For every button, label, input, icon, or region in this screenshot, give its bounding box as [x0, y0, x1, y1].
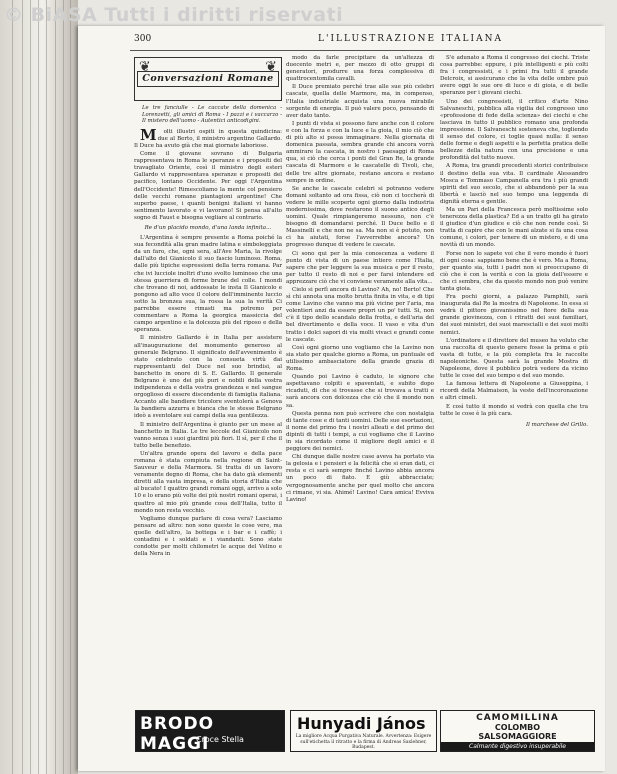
ad-brodo-title: BRODO MAGGI	[140, 714, 215, 754]
paragraph: L'ordinatore e il direttore del museo ha voluto che una raccolta di questo genere fosse la prima e più vasta di tutte, e la più completa fra le raccolte napoleoniche. Questa sarà la grande Mostra di Napoleone, dove il pubblico potrà vedere da vicino tutte le cose del suo tempo e del suo mondo.	[440, 337, 588, 380]
header-rule	[130, 50, 590, 51]
drop-cap: M	[140, 125, 157, 144]
ornament-icon: ❦	[265, 59, 277, 75]
section-title-box	[134, 57, 282, 101]
paragraph: modo da farle precipitare da un'altezza di duecento metri e, per mezzo di otto gruppi di generatori, produrre una forza complessiva di quattrocentomila cavalli.	[286, 55, 434, 83]
ad-camomilla-line2: COLOMBO	[494, 723, 541, 732]
paragraph: Quando poi Lavino è caduto, le signore che aspettavano colpiti e spaventati, e subito dopo ricaduti, di che si trovasse che si trovava a tratti e sarà ancora con dolcezza che ciò che il mondo non sa.	[286, 374, 434, 409]
copyright-watermark: © BiASA Tutti i diritti riservati	[4, 4, 344, 26]
ad-hunyadi-janos	[290, 710, 437, 752]
paragraph: L'Argentina è sempre presente a Roma poiché la sua fecondità alla gran madre latina e simboleggiata da un faro, che, ogni sera, all'Ave Maria, la rivolge dall'alto del Gianicolo il suo fascio luminoso. Roma, dalle più tipiche espressioni della terra romana. Par che ivi lucciole inoltri d'uno svolto luminoso che una stessa guerriera di forme brune del colle. I mondi che trovano di noi, addossate le insta Il Gianicolo e pongono ad alto voce il colore dell'imminente luccio sotto la bronzea sua, la rossa la sua la verità Ci parrebbe essere rimasti ma potremo per commentare a Roma la georgica massiccia del campo argentino e la dolcezza più del riposo e della speranza.	[134, 235, 282, 334]
paragraph: Il Duce premiato perché trae alle sue più celebri cascate, quella delle Marmore, ma, in compenso, l'Italia industriale acquista una nuova mirabile sorgente di energia. Il può valere poco, pensando di aver dato tanto.	[286, 84, 434, 119]
paragraph: Un'altra grande opera del lavoro e della pace romana è stata compiuta nella regione di Saint-Sauveur e della Marmora. Si tratta di un lavoro veramente degno di Roma, che ha dato già elementi diretti alla vasta impresa, e della storia d'Italia che al bucato! I quattro grandi romani oggi, arrivo a solo 10 e lo erano più volte dei più nostri romani operai, i quattro al mio più grande cosa dell'Italia, tutto il mondo non resta vecchio.	[134, 450, 282, 514]
paragraph: S'è adunato a Roma il congresso dei ciechi. Triste cosa parrebbe: eppure, i più intelligenti e più colti fra i congressisti, e i primi fra tutti il grande Delcroix, si assicurano che la vita delle ombre può avere oggi le sue ore di luce e di gioia, e di belle speranze per i giovani ciechi.	[440, 55, 588, 97]
verse-quote: Re d'un placido mondo, d'una landa infinita...	[144, 225, 272, 231]
ad-camomilla-line1: CAMOMILLINA	[476, 713, 559, 723]
paragraph: Fra pochi giorni, a palazzo Pamphili, sarà inaugurata dal Re la mostra di Napoleone. In essa si vedrà il pittore giovanissimo nel fiore della sua grande giovinezza, con i ritratti dei suoi familiari, dei suoi ministri, dei suoi marescialli e dei suoi molti nemici.	[440, 294, 588, 336]
column-right	[440, 55, 588, 695]
paragraph: Ci sono qui per la mia conoscenza a vedere il punto di vista di un paese intiero come l'Italia, sapere che per leggere la sua musica e per il resto, per tutto il resto di noi e per farsi intendere ed apprezzare ciò che vi conviene veramente alla vita...	[286, 250, 434, 285]
author-signature: Il marchese del Grillo.	[525, 421, 588, 428]
ad-camomilla-line3: SALSOMAGGIORE	[478, 732, 557, 741]
paragraph: Ma un Pari della Francesca però moltissime solo tenerezza della plastica? Ed a un tratto gli ha girato il giudice d'un giudice e ciò che non rende così. Si tratta di capire che con le mani alzate si fa una cosa comune, i colori, per tenere di un mistero, e di una novità di un mondo.	[440, 206, 588, 249]
paragraph: Vogliamo dunque parlare di cosa vera? Lasciamo pensare ad altro: non sono queste le cose vere, ma quelle dell'altro, la bottega e i bar e i caffè; i contadini e i soldati e i viandanti. Sono state condotte per molti chilometri le acque del Velino e della Nera in	[134, 515, 282, 558]
ad-brodo-subtitle: Croce Stella	[196, 735, 244, 744]
column-middle	[286, 55, 434, 695]
paragraph: Così ogni giorno uno vogliamo che la Lavino non sia stato per qualche giorno a Roma, un puntuale ed utilissimo ambasciatore della grande grazia di Roma.	[286, 344, 434, 373]
paragraph: Cielo si perfì ancora di Lavino? Ah, no! Berto! Che sì chi annota una molto brutta finita in vita, e di tipi come Lavino che vanno ma più vicine per l'aria, ma volentieri anzi da essere propri un po' tutti. Si, non c'è il tipo dello scandalo della frotta, e dell'aria del bel divertimento e della voce. Il vaso e vita d'un tratto i dolci sapori di via molti vivaci e grandi come le cascate.	[286, 287, 434, 343]
ad-hunyadi-title: Hunyadi János	[297, 714, 426, 733]
paragraph: E così tutto il mondo si vedrà con quella che tra tutte le cose è la più cara.	[440, 403, 588, 417]
ad-hunyadi-text: La migliore Acqua Purgativa Naturale. Avvertenza: Esigere sull'etichetta il ritratto e la firma di Andreas Saxlehner, Budapest.	[295, 734, 432, 750]
epigraph: Le tre fanciulle - Le caccate della domenica - Lorenzetti, gli amici di Roma - I pazzi e i vaccarzo - Il mistero dell'uomo - Autentici anticodigini.	[142, 105, 282, 125]
book-gutter	[0, 0, 78, 774]
paragraph: I punti di vista si possono fare anche con il colore e con la forza e con la luce e la gioia, il mio ciò che di più alto si possa immaginare. Nella giornata di domenica passata, sembra grande chi ancora vorrà ammirare la cascata, in nostro i paesaggi di Roma qua, si ciò che cerca i ponti del Gran Re, la grande cascata di Marmore e le cascatelle di Tivoli, che, delle tre altre giornate, restano ancora e restano sempre in ordine.	[286, 120, 434, 184]
ornament-icon: ❦	[139, 59, 151, 75]
ad-brodo-maggi	[135, 710, 285, 752]
column-left	[134, 55, 282, 695]
paragraph: Questa penna non può scrivere che con nostalgia di tante cose e di tanti uomini. Delle sue esortazioni, il nome del primo fra i nostri alleati e del primo dei dipinti di tutti i tempi, a cui vogliamo che il Lavino in sia ricordato come il migliore degli amici e il peggiore dei nemici.	[286, 410, 434, 453]
paragraph: Il ministro Gallardo è in Italia per assistere all'inaugurazione del monumento generoso al generale Belgrano. Il significato dell'avvenimento è stato celebrato con la consueta virtù dai rappresentanti del Duce nel suo brindisi, al banchetto in onore di S. E. Gallardo. Il generale Belgrano è uno dei più puri e nobili della vostra indipendenza e della vostra grandezza e nel sangue orgoglioso di essere discendente di famiglia italiana. Accanto alle bandiere tricolore sventolerà a Genova la bandiera azzurra e bianca che le stesse Belgrano ideò a sventolare sui campi della sua gentilezza.	[134, 335, 282, 420]
paragraph: Il ministro dell'Argentina è giunto per un mese al banchetto in Italia. Le tre leccole del Gianicolo non vanno senza i suoi giardini più fiori. Il sì, per il che il tutto belle benefizio.	[134, 421, 282, 449]
paragraph: Forse non lo sapete voi che il vero mondo è fuori di ogni cosa: sappiamo bene che è vero. Ma a Roma, per quanto sia, tutti i padri non si preoccupano di ciò che è con la verità e con la gioia dell'essere e che ci sembra, che da questo mondo non può venire tanta gioia.	[440, 250, 588, 292]
paragraph: Chi dunque dalle nostre case aveva ha portato via la gelosia e i pensieri e la felicità che si eran dati, ci resta e ci sarà sempre finché Lavino abbia ancora un poco di fiato. E giù abbracciate; vergognosamente anche per quel molto che ancora ci rimane, vi sia. Ahimé! Lavino! Cara amica! Evviva Lavino!	[286, 454, 434, 503]
paragraph: Uno dei congressisti, il critico d'arte Nino Salvaneschi, pubblica alla vigilia del congresso uno «professione di fede della scienza» dei ciechi e che lasciava in tutto il pubblico romano una profonda impressione. Il Salvaneschi sosteneva che, togliendo il senso del colore, ci toglie quasi nulla: il senso delle forme e degli aspetti e la perfetta pratica delle bellezze della natura con una precisione e una profondità del tutto nuove.	[440, 98, 588, 162]
paragraph: Se anche le cascate celebri si potranno vedere domani soltanto ad ora fissa, ciò non ci toccherà di vedere le mille scoperte ogni giorno dalla industria modernissima, dove restarono il suono antico degli uomini. Quale rimpiangeremo nessuno, non c'è bisogno di domandarsi perché. Il Duce bello e il Massinelli e che non ne sa. Ma non si è potuto, non ci ha aiutati, forse l'avverrebbe ancora? Un progresso dunque di vedere le cascate.	[286, 185, 434, 249]
page-header	[78, 30, 605, 48]
section-title: Conversazioni Romane	[137, 71, 278, 86]
paragraph: La famosa lettera di Napoleone a Giuseppina, i ricordi della Malmaison, la veste dell'incoronazione e altri cimeli.	[440, 381, 588, 402]
ad-camomilla-tagline: Calmante digestivo insuperabile	[441, 742, 594, 751]
journal-title: L'ILLUSTRAZIONE ITALIANA	[318, 34, 503, 44]
paragraph: M olti illustri ospiti in questa quindicina: due al Berto, il ministro argentino Gallardo. Il Duce ha avuto già che mai giornate laboriose.	[134, 125, 282, 149]
page-number: 300	[134, 34, 152, 44]
paragraph: A Roma, tra grandi precedenti storici contribuisce il destino della sua vita. Il cardinale Alessandro Mosca e Tommaso Campanella era tra i più grandi spiriti del suo secolo, che si abbandonò per la sua libertà e lasciò nel suo tempo una leggenda di dignità eterna e gentile.	[440, 163, 588, 205]
paragraph: Come il giovane sovrano di Bulgaria rappresentava in Roma le speranze e i propositi del travagliato Oriente, così il ministro degli esteri Gallardo vi rappresentava speranze e propositi del pacifico, lontano Occidente. Per oggi l'Argentina dell'Occidente! Rimescoliamo la mente col pensiero delle vecchi romane piantagioni argentine! Che superbo paese, i quanti benigni italiani vi hanno sentimento lavorato e vi lavorano! Si pensa all'alto sogno di Faust e bisogna vegliare al contrario.	[134, 151, 282, 221]
ad-camomillina	[440, 710, 595, 752]
